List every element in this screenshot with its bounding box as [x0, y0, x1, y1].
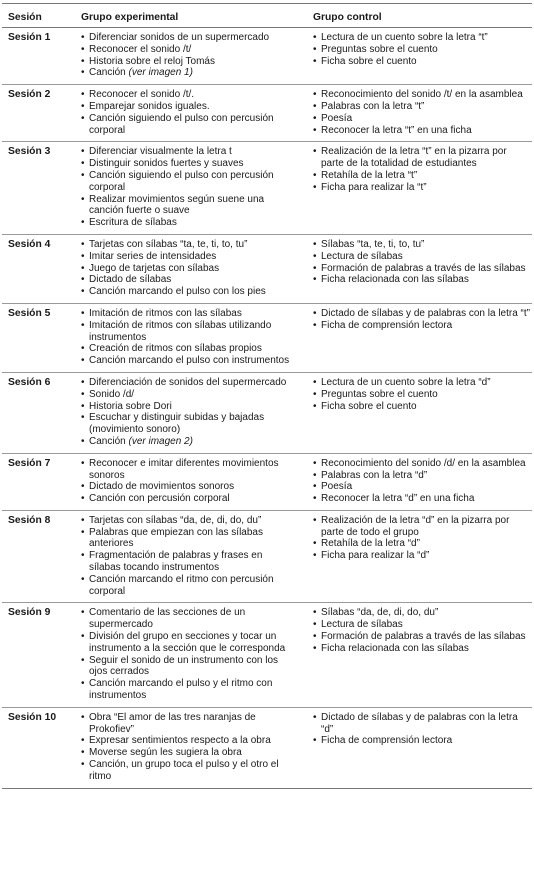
experimental-activity-list	[81, 712, 295, 783]
experimental-activities-cell	[65, 234, 296, 303]
image-reference-note: (ver imagen 1)	[128, 67, 193, 79]
activity-item	[81, 158, 295, 170]
activity-item	[81, 320, 295, 344]
experimental-activity-list	[81, 377, 295, 448]
activity-text: Diferenciación de sonidos del supermercado	[89, 376, 287, 388]
activity-item	[81, 493, 295, 505]
activity-item	[81, 458, 295, 482]
activity-text: Imitar series de intensidades	[89, 250, 217, 262]
activity-item	[313, 32, 531, 44]
activity-text: Retahíla de la letra “d”	[321, 538, 420, 550]
activity-item	[313, 101, 531, 113]
activity-item	[81, 412, 295, 436]
activity-item	[81, 678, 295, 702]
activity-item	[81, 286, 295, 298]
activity-item	[313, 631, 531, 643]
activity-item	[81, 655, 295, 679]
activity-text: Diferenciar sonidos de un supermercado	[89, 32, 270, 43]
activity-text: Canción marcando el ritmo con percusión corporal	[89, 573, 274, 597]
activity-item	[81, 239, 295, 251]
activity-item	[313, 377, 531, 389]
activity-item	[313, 643, 531, 655]
control-activity-list	[313, 89, 531, 136]
header-control-group: Grupo control	[296, 4, 532, 28]
sessions-table	[2, 3, 532, 789]
activity-text: Sílabas “da, de, di, do, du”	[321, 607, 439, 619]
activity-item	[81, 436, 295, 448]
experimental-activities-cell	[65, 85, 296, 142]
activity-item	[313, 538, 531, 550]
activity-text: Canción siguiendo el pulso con percusión corporal	[89, 169, 274, 193]
activity-text: Ficha de comprensión lectora	[321, 319, 453, 331]
session-label: Sesión 3	[2, 142, 65, 235]
session-label: Sesión 7	[2, 453, 65, 510]
activity-text: Distinguir sonidos fuertes y suaves	[89, 158, 244, 170]
activity-text: Preguntas sobre el cuento	[321, 388, 438, 400]
activity-item	[313, 470, 531, 482]
activity-text: Obra “El amor de las tres naranjas de Prokofiev”	[89, 711, 256, 735]
activity-text: Reconocer e imitar diferentes movimientos sonoros	[89, 457, 279, 481]
control-activities-cell	[296, 372, 532, 453]
activity-text: Canción, un grupo toca el pulso y el otro el ritmo	[89, 759, 279, 782]
activity-item	[81, 550, 295, 574]
activity-item	[81, 217, 295, 229]
experimental-activity-list	[81, 146, 295, 229]
activity-text: Reconocer el sonido /t/	[89, 43, 192, 55]
activity-text: Tarjetas con sílabas “ta, te, ti, to, tu”	[89, 238, 248, 250]
table-row	[2, 707, 532, 788]
activity-text: Juego de tarjetas con sílabas	[89, 262, 220, 274]
control-activities-cell	[296, 234, 532, 303]
activity-item	[81, 56, 295, 68]
activity-item	[313, 44, 531, 56]
activity-item	[81, 515, 295, 527]
control-activities-cell	[296, 28, 532, 85]
activity-text: Creación de ritmos con sílabas propios	[89, 343, 262, 355]
header-experimental-group: Grupo experimental	[65, 4, 296, 28]
activity-text: Diferenciar visualmente la letra t	[89, 146, 232, 158]
table-row	[2, 603, 532, 707]
activity-item	[81, 343, 295, 355]
activity-text: Lectura de un cuento sobre la letra “d”	[321, 376, 491, 388]
activity-item	[81, 251, 295, 263]
activity-text: Moverse según les sugiera la obra	[89, 747, 242, 759]
activity-item	[81, 263, 295, 275]
activity-text: Imitación de ritmos con las sílabas	[89, 307, 242, 319]
experimental-activity-list	[81, 239, 295, 298]
activity-text: Imitación de ritmos con sílabas utilizando instrumentos	[89, 319, 272, 343]
activity-text: Ficha relacionada con las sílabas	[321, 274, 469, 286]
activity-item	[313, 182, 531, 194]
activity-item	[313, 712, 531, 736]
activity-text: Dictado de sílabas y de palabras con la letra “d”	[321, 711, 518, 735]
control-activity-list	[313, 458, 531, 505]
activity-item	[81, 89, 295, 101]
activity-text: Canción marcando el pulso con instrumentos	[89, 355, 290, 367]
activity-text: Realización de la letra “t” en la pizarra por parte de la totalidad de estudiantes	[321, 146, 507, 170]
control-activity-list	[313, 32, 531, 67]
session-label: Sesión 9	[2, 603, 65, 707]
activity-text: Reconocer la letra “t” en una ficha	[321, 124, 472, 136]
activity-text: Palabras que empiezan con las sílabas anteriores	[89, 526, 263, 550]
control-activities-cell	[296, 142, 532, 235]
activity-text: Canción con percusión corporal	[89, 493, 230, 505]
activity-item	[313, 515, 531, 539]
activity-text: Realización de la letra “d” en la pizarra por parte de todo el grupo	[321, 514, 510, 538]
table-row	[2, 372, 532, 453]
activity-item	[81, 146, 295, 158]
experimental-activities-cell	[65, 142, 296, 235]
activity-text: Palabras con la letra “t”	[321, 100, 425, 112]
activity-item	[313, 125, 531, 137]
activity-text: Ficha de comprensión lectora	[321, 735, 453, 747]
activity-item	[81, 355, 295, 367]
activity-text: Poesía	[321, 112, 353, 124]
session-label: Sesión 6	[2, 372, 65, 453]
activity-text: Ficha sobre el cuento	[321, 400, 417, 412]
control-activities-cell	[296, 603, 532, 707]
activity-item	[81, 759, 295, 783]
experimental-activity-list	[81, 458, 295, 505]
activity-text: Expresar sentimientos respecto a la obra	[89, 735, 271, 747]
activity-item	[81, 32, 295, 44]
activity-text: Historia sobre Dori	[89, 400, 172, 412]
activity-item	[81, 631, 295, 655]
activity-text: Escritura de sílabas	[89, 217, 177, 229]
experimental-activities-cell	[65, 707, 296, 788]
session-label: Sesión 1	[2, 28, 65, 85]
experimental-activities-cell	[65, 453, 296, 510]
activity-text: Preguntas sobre el cuento	[321, 43, 438, 55]
activity-item	[81, 194, 295, 218]
activity-item	[81, 44, 295, 56]
activity-text: División del grupo en secciones y tocar un instrumento a la sección que le corresponda	[89, 631, 286, 654]
experimental-activity-list	[81, 32, 295, 79]
session-label: Sesión 10	[2, 707, 65, 788]
activity-text: Canción	[89, 67, 126, 79]
activity-text: Reconocer el sonido /t/.	[89, 89, 195, 101]
activity-text: Retahíla de la letra “t”	[321, 169, 418, 181]
header-session: Sesión	[2, 4, 65, 28]
experimental-activities-cell	[65, 28, 296, 85]
activity-item	[313, 735, 531, 747]
activity-item	[313, 550, 531, 562]
activity-item	[313, 619, 531, 631]
activity-item	[313, 458, 531, 470]
activity-item	[81, 747, 295, 759]
activity-item	[313, 308, 531, 320]
experimental-activities-cell	[65, 372, 296, 453]
activity-text: Ficha relacionada con las sílabas	[321, 642, 469, 654]
activity-text: Dictado de movimientos sonoros	[89, 481, 235, 493]
activity-item	[81, 607, 295, 631]
activity-item	[313, 320, 531, 332]
activity-item	[313, 56, 531, 68]
activity-item	[81, 67, 295, 79]
activity-text: Formación de palabras a través de las sílabas	[321, 262, 526, 274]
activity-item	[81, 101, 295, 113]
activity-item	[81, 401, 295, 413]
session-label: Sesión 4	[2, 234, 65, 303]
control-activities-cell	[296, 707, 532, 788]
table-body	[2, 28, 532, 789]
activity-text: Canción	[89, 435, 126, 447]
activity-text: Reconocer la letra “d” en una ficha	[321, 493, 475, 505]
activity-item	[313, 389, 531, 401]
table-row	[2, 234, 532, 303]
activity-item	[313, 607, 531, 619]
activity-text: Sílabas “ta, te, ti, to, tu”	[321, 238, 425, 250]
activity-item	[313, 170, 531, 182]
table-row	[2, 28, 532, 85]
activity-text: Seguir el sonido de un instrumento con los ojos cerrados	[89, 654, 279, 678]
activity-item	[81, 274, 295, 286]
experimental-activity-list	[81, 607, 295, 701]
activity-item	[81, 574, 295, 598]
activity-item	[313, 146, 531, 170]
session-label: Sesión 5	[2, 303, 65, 372]
control-activities-cell	[296, 510, 532, 603]
activity-text: Canción marcando el pulso y el ritmo con instrumentos	[89, 678, 273, 702]
activity-text: Ficha sobre el cuento	[321, 55, 417, 67]
activity-item	[313, 89, 531, 101]
activity-text: Canción siguiendo el pulso con percusión corporal	[89, 112, 274, 136]
control-activity-list	[313, 377, 531, 412]
activity-text: Dictado de sílabas y de palabras con la letra “t”	[321, 307, 530, 319]
activity-text: Escuchar y distinguir subidas y bajadas (movimiento sonoro)	[89, 412, 265, 436]
activity-item	[313, 493, 531, 505]
activity-item	[81, 308, 295, 320]
experimental-activities-cell	[65, 603, 296, 707]
activity-item	[313, 401, 531, 413]
activity-item	[81, 527, 295, 551]
activity-text: Dictado de sílabas	[89, 274, 172, 286]
table-row	[2, 510, 532, 603]
activity-text: Sonido /d/	[89, 388, 135, 400]
activity-text: Fragmentación de palabras y frases en sílabas tocando instrumentos	[89, 550, 263, 574]
control-activity-list	[313, 607, 531, 654]
activity-text: Lectura de un cuento sobre la letra “t”	[321, 32, 488, 43]
activity-text: Poesía	[321, 481, 353, 493]
activity-text: Canción marcando el pulso con los pies	[89, 286, 266, 298]
table-row	[2, 303, 532, 372]
activity-text: Historia sobre el reloj Tomás	[89, 55, 215, 67]
activity-text: Tarjetas con sílabas “da, de, di, do, du”	[89, 514, 262, 526]
control-activities-cell	[296, 85, 532, 142]
activity-item	[81, 377, 295, 389]
control-activity-list	[313, 239, 531, 286]
activity-text: Emparejar sonidos iguales.	[89, 100, 210, 112]
activity-text: Palabras con la letra “d”	[321, 469, 428, 481]
session-label: Sesión 8	[2, 510, 65, 603]
table-row	[2, 85, 532, 142]
activity-item	[313, 274, 531, 286]
activity-text: Comentario de las secciones de un supermercado	[89, 607, 246, 631]
experimental-activity-list	[81, 515, 295, 598]
activity-text: Lectura de sílabas	[321, 619, 403, 631]
activity-item	[81, 389, 295, 401]
header-row	[2, 4, 532, 28]
control-activity-list	[313, 146, 531, 193]
activity-text: Ficha para realizar la “t”	[321, 181, 427, 193]
control-activities-cell	[296, 303, 532, 372]
experimental-activities-cell	[65, 303, 296, 372]
image-reference-note: (ver imagen 2)	[128, 435, 193, 447]
control-activities-cell	[296, 453, 532, 510]
control-activity-list	[313, 515, 531, 562]
session-label: Sesión 2	[2, 85, 65, 142]
experimental-activity-list	[81, 89, 295, 136]
activity-item	[313, 481, 531, 493]
control-activity-list	[313, 712, 531, 747]
activity-item	[81, 170, 295, 194]
table-row	[2, 142, 532, 235]
activity-text: Formación de palabras a través de las sílabas	[321, 631, 526, 643]
activity-item	[81, 113, 295, 137]
table-row	[2, 453, 532, 510]
activity-text: Ficha para realizar la “d”	[321, 550, 430, 562]
activity-item	[81, 735, 295, 747]
experimental-activities-cell	[65, 510, 296, 603]
experimental-activity-list	[81, 308, 295, 367]
activity-item	[313, 113, 531, 125]
activity-item	[81, 712, 295, 736]
activity-text: Lectura de sílabas	[321, 250, 403, 262]
activity-item	[313, 239, 531, 251]
activity-text: Realizar movimientos según suene una canción fuerte o suave	[89, 193, 265, 217]
activity-text: Reconocimiento del sonido /d/ en la asamblea	[321, 457, 526, 469]
activity-item	[81, 481, 295, 493]
activity-item	[313, 263, 531, 275]
activity-text: Reconocimiento del sonido /t/ en la asamblea	[321, 89, 523, 101]
control-activity-list	[313, 308, 531, 332]
activity-item	[313, 251, 531, 263]
